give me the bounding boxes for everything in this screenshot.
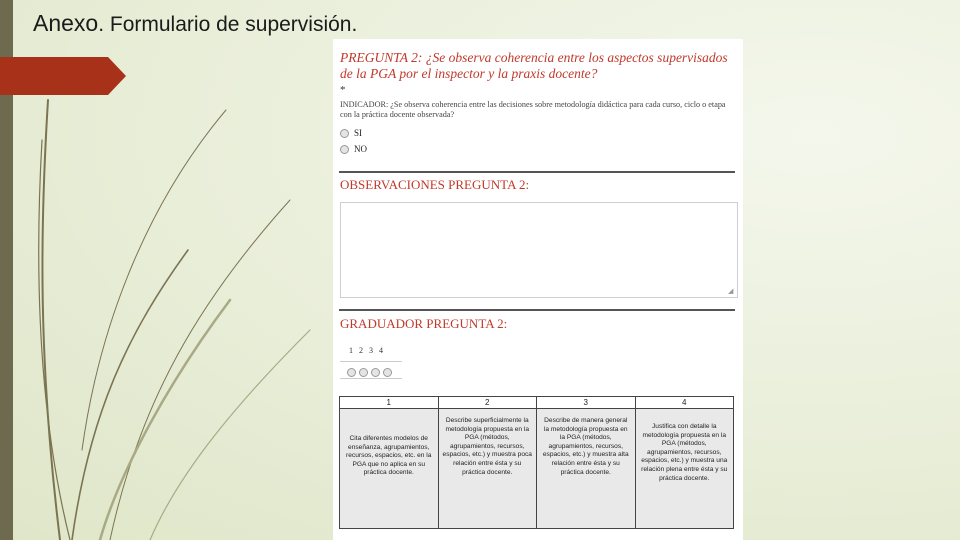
- option-si-label: SI: [354, 128, 363, 138]
- scale-number: 4: [379, 346, 383, 355]
- scale-divider: [340, 361, 402, 362]
- slide-title: [33, 10, 357, 37]
- scale-number: 3: [369, 346, 373, 355]
- rubric-header-row: [340, 397, 734, 409]
- observations-textarea[interactable]: [340, 202, 738, 298]
- curve-3: [72, 250, 188, 540]
- radio-icon[interactable]: [340, 129, 349, 138]
- rubric-row: [340, 409, 734, 529]
- supervision-form: [333, 39, 743, 540]
- question-title: PREGUNTA 2: ¿Se observa coherencia entre los aspectos supervisados de la PGA por el inspector y la praxis docente?: [340, 50, 728, 81]
- required-marker: *: [340, 84, 346, 96]
- rubric-header: 4: [635, 397, 734, 409]
- rubric-cell: Justifica con detalle la metodología propuesta en la PGA (métodos, agrupamientos, recursos, espacios, etc.) y muestra una relación plena entre ésta y su práctica docente.: [635, 409, 734, 529]
- observations-title: OBSERVACIONES PREGUNTA 2:: [340, 177, 530, 192]
- scale-radio-1[interactable]: [347, 368, 356, 377]
- rubric-header: 1: [340, 397, 439, 409]
- curve-4: [82, 110, 226, 450]
- rubric-cell: Describe superficialmente la metodología propuesta en la PGA (métodos, agrupamientos, recursos, espacios, etc.) y muestra poca relación entre ésta y su práctica docente.: [438, 409, 537, 529]
- scale-radio-3[interactable]: [371, 368, 380, 377]
- scale-number: 2: [359, 346, 363, 355]
- option-no-label: NO: [354, 144, 367, 154]
- slide-title-rest: . Formulario de supervisión.: [98, 13, 358, 36]
- section-divider: [339, 171, 735, 173]
- scale-radio-2[interactable]: [359, 368, 368, 377]
- curve-1: [42, 100, 60, 540]
- scale-radio-group: [347, 368, 392, 377]
- scale-divider: [340, 378, 402, 379]
- rubric-cell: Cita diferentes modelos de enseñanza, agrupamientos, recursos, espacios, etc. en la PGA que no aplica en su práctica docente.: [340, 409, 439, 529]
- rubric-table: [339, 396, 734, 529]
- resize-handle-icon[interactable]: ◢: [728, 287, 734, 295]
- rubric-cell: Describe de manera general la metodología propuesta en la PGA (métodos, agrupamientos, recursos, espacios, etc.) y muestra alta relación entre ésta y su práctica docente.: [537, 409, 636, 529]
- scale-numbers: [349, 346, 383, 355]
- curve-5: [110, 200, 290, 540]
- indicator-text: INDICADOR: ¿Se observa coherencia entre las decisiones sobre metodología didáctica para cada curso, ciclo o etapa con la práctica docente observada?: [340, 100, 726, 119]
- radio-icon[interactable]: [340, 145, 349, 154]
- graduator-title: GRADUADOR PREGUNTA 2:: [340, 316, 508, 331]
- option-si[interactable]: [340, 128, 362, 138]
- curve-6: [100, 300, 230, 540]
- scale-number: 1: [349, 346, 353, 355]
- section-divider: [339, 309, 735, 311]
- red-arrow-shape: [0, 57, 126, 95]
- scale-radio-4[interactable]: [383, 368, 392, 377]
- option-no[interactable]: [340, 144, 367, 154]
- slide-title-bold: Anexo: [33, 10, 99, 36]
- rubric-header: 3: [537, 397, 636, 409]
- rubric-header: 2: [438, 397, 537, 409]
